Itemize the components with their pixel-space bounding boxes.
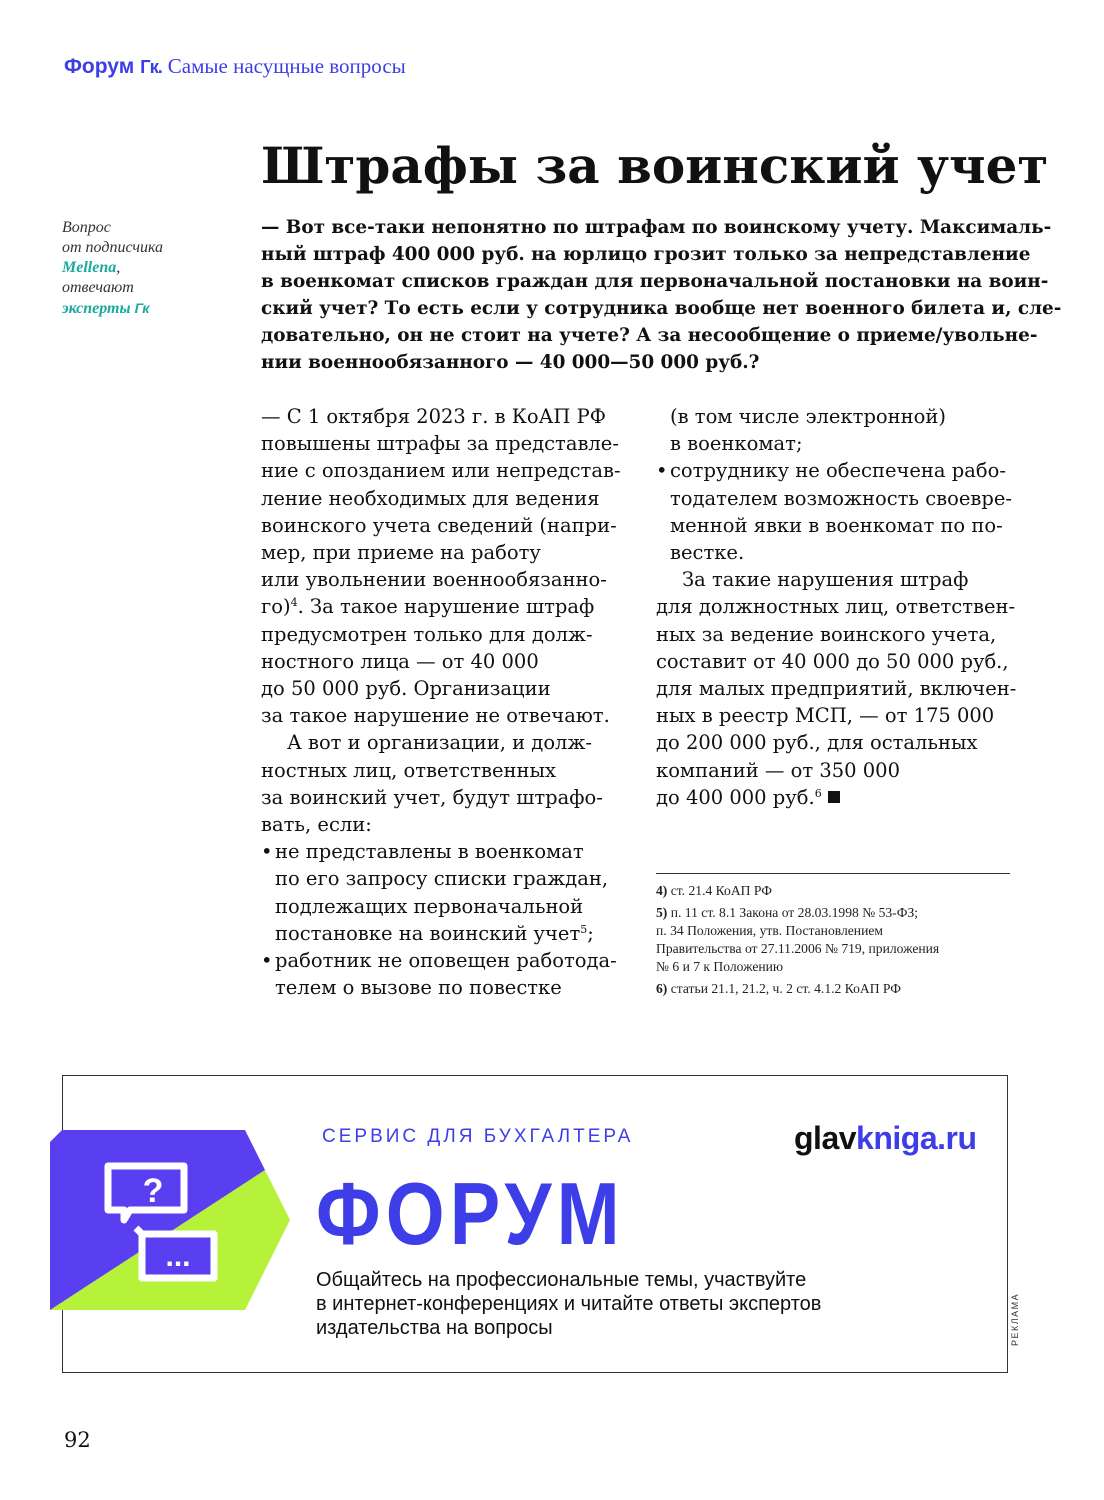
footnote-6 <box>656 980 1016 998</box>
text-run: го) <box>261 595 291 619</box>
end-mark-icon <box>828 791 840 803</box>
body-line: ние с опозданием или непредстав- <box>261 459 621 483</box>
ad-tagline: СЕРВИС ДЛЯ БУХГАЛТЕРА <box>322 1126 634 1147</box>
body-line <box>261 920 621 947</box>
ad-headline: ФОРУМ <box>316 1164 625 1263</box>
footnote-number: 6) <box>656 981 668 996</box>
note-line: Вопрос <box>62 219 111 236</box>
question-attribution <box>62 218 202 319</box>
body-line: для малых предприятий, включен- <box>656 677 1017 701</box>
body-line: За такие нарушения штраф <box>682 568 969 592</box>
ad-description <box>316 1268 916 1340</box>
body-line: для должностных лиц, ответствен- <box>656 595 1016 619</box>
body-line: тодателем возможность своевре- <box>670 486 1013 510</box>
ad-text-line: в интернет-конференциях и читайте ответы экспертов <box>316 1293 822 1315</box>
body-line: предусмотрен только для долж- <box>261 622 593 646</box>
footnote-line <box>656 904 1016 922</box>
question-mark-glyph: ? <box>142 1172 164 1210</box>
footnote-ref: 4 <box>290 596 298 610</box>
footnote-number: 4) <box>656 883 668 898</box>
footnote-divider <box>656 873 1010 874</box>
note-comma: , <box>116 259 121 276</box>
question-line: в военкомат списков граждан для первоначальной постановки на воин- <box>261 271 1049 292</box>
text-run: постановке на воинский учет <box>275 921 581 945</box>
footnote-line: п. 34 Положения, утв. Постановлением <box>656 923 883 938</box>
footnote-5 <box>656 904 1016 976</box>
text-run: до 400 000 руб. <box>656 785 815 809</box>
body-line: воинского учета сведений (напри- <box>261 513 617 537</box>
body-line: в военкомат; <box>670 432 803 456</box>
gk-logo: Гк <box>134 300 149 316</box>
note-user-line <box>62 258 202 278</box>
footnote-ref: 6 <box>814 786 822 800</box>
body-line: до 50 000 руб. Организации <box>261 677 551 701</box>
footnote-text: статьи 21.1, 21.2, ч. 2 ст. 4.1.2 КоАП РФ <box>670 981 901 996</box>
section-subtitle: Самые насущные вопросы <box>167 54 406 78</box>
body-line: вать, если: <box>261 813 372 837</box>
section-name: Форум <box>64 55 135 78</box>
body-line: за воинский учет, будут штрафо- <box>261 785 603 809</box>
reader-question <box>261 214 1062 376</box>
footnote-number: 5) <box>656 905 668 920</box>
body-line: подлежащих первоначальной <box>275 894 584 918</box>
page-number: 92 <box>64 1428 91 1452</box>
footnote-line: Правительства от 27.11.2006 № 719, приложения <box>656 941 940 956</box>
note-line: отвечают <box>62 279 134 296</box>
body-line: компаний — от 350 000 <box>656 758 900 782</box>
running-header <box>64 54 406 79</box>
body-line: телем о вызове по повестке <box>275 976 562 1000</box>
answer-column-1 <box>261 403 621 1001</box>
footnote-line: № 6 и 7 к Положению <box>656 959 784 974</box>
question-line: ский учет? То есть если у сотрудника вообще нет военного билета и, сле- <box>261 298 1062 319</box>
bullet-item: • работник не оповещен работода- <box>261 947 621 974</box>
body-line: — С 1 октября 2023 г. в КоАП РФ <box>261 405 606 428</box>
dots-glyph: ... <box>165 1240 191 1273</box>
note-line: от подписчика <box>62 239 164 256</box>
body-line <box>656 784 1016 811</box>
footnote-text: ст. 21.4 КоАП РФ <box>670 883 772 898</box>
answer-column-2 <box>656 403 1016 811</box>
footnote-ref: 5 <box>580 922 588 936</box>
footnote-4 <box>656 882 1016 900</box>
body-line: вестке. <box>670 541 745 565</box>
gk-logo: Гк. <box>140 56 162 77</box>
ad-text-line: издательства на вопросы <box>316 1317 553 1339</box>
site-part: kniga.ru <box>856 1120 977 1156</box>
text-run: ; <box>587 921 594 945</box>
body-line: (в том числе электронной) <box>670 405 946 428</box>
body-line: ление необходимых для ведения <box>261 486 600 510</box>
note-experts-line <box>62 298 202 319</box>
question-line: довательно, он не стоит на учете? А за несообщение о приеме/увольне- <box>261 325 1038 346</box>
site-part: glav <box>794 1120 857 1156</box>
article-title: Штрафы за воинский учет <box>261 136 1049 195</box>
bullet-item: • сотруднику не обеспечена рабо- <box>656 457 1016 484</box>
body-line: повышены штрафы за представле- <box>261 432 619 456</box>
body-line: по его запросу списки граждан, <box>275 867 609 891</box>
experts-label: эксперты <box>62 300 131 317</box>
body-line: А вот и организации, и долж- <box>287 731 592 755</box>
footnotes <box>656 882 1016 1002</box>
body-line: мер, при приеме на работу <box>261 541 541 565</box>
body-line: составит от 40 000 до 50 000 руб., <box>656 649 1009 673</box>
advertisement-label: РЕКЛАМА <box>1010 1292 1020 1346</box>
footnote-text: п. 11 ст. 8.1 Закона от 28.03.1998 № 53-ФЗ; <box>670 905 919 920</box>
body-line: ностного лица — от 40 000 <box>261 649 539 673</box>
subscriber-name: Mellena <box>62 259 117 276</box>
body-line: ностных лиц, ответственных <box>261 758 557 782</box>
question-line: ный штраф 400 000 руб. на юрлицо грозит только за непредставление <box>261 244 1031 265</box>
body-line: или увольнении военнообязанно- <box>261 568 607 592</box>
body-line: ных за ведение воинского учета, <box>656 622 997 646</box>
body-line: менной явки в военкомат по по- <box>670 513 1003 537</box>
ad-site-link[interactable] <box>794 1120 977 1157</box>
question-line: — Вот все-таки непонятно по штрафам по воинскому учету. Максималь- <box>261 217 1052 238</box>
question-line: нии военнообязанного — 40 000—50 000 руб.? <box>261 352 760 373</box>
body-line: до 200 000 руб., для остальных <box>656 731 978 755</box>
forum-chat-icon <box>50 1130 290 1310</box>
body-line: за такое нарушение не отвечают. <box>261 704 610 728</box>
body-line: ных в реестр МСП, — от 175 000 <box>656 704 995 728</box>
ad-text-line: Общайтесь на профессиональные темы, участвуйте <box>316 1269 807 1291</box>
bullet-item: • не представлены в военкомат <box>261 838 621 865</box>
body-line <box>261 593 621 620</box>
text-run: . За такое нарушение штраф <box>297 595 595 619</box>
